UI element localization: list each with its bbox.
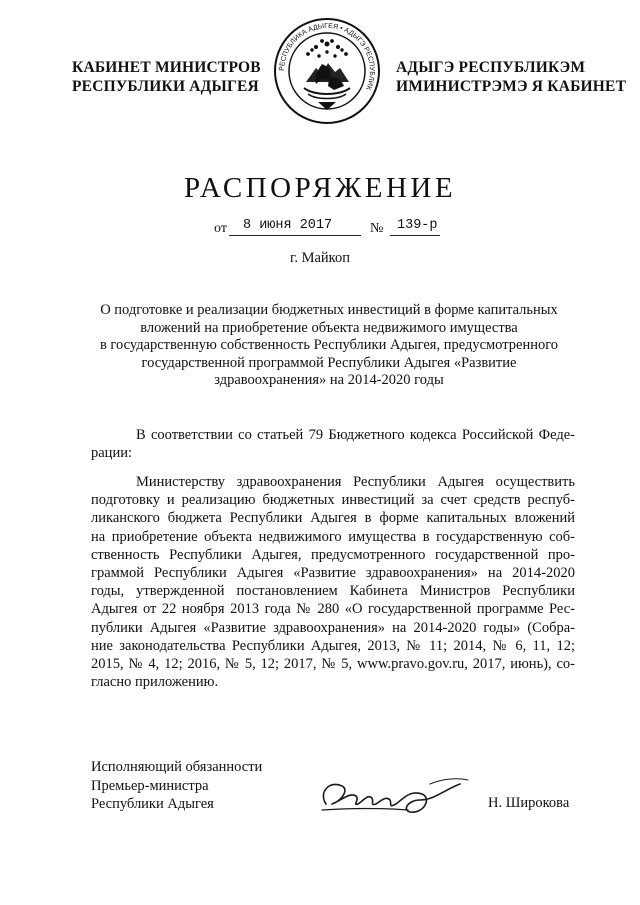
document-number: 139-р <box>397 218 438 233</box>
subject-line: вложений на приобретение объекта недвижимого имущества <box>140 319 518 336</box>
handwritten-signature <box>312 770 472 818</box>
paragraph-line: Министерству здравоохранения Республики Адыгея осуществить <box>136 474 575 490</box>
subject-line: государственной программой Республики Адыгея «Развитие <box>141 354 517 371</box>
paragraph-line: ние законодательства Республики Адыгея, 2013, № 11; 2014, № 6, 11, 12; <box>91 637 575 654</box>
issuer-header-russian <box>72 58 261 96</box>
date-label: от <box>214 221 227 236</box>
paragraph-line: публики Адыгея «Развитие здравоохранения» на 2014-2020 годы» (Собра- <box>91 619 575 636</box>
paragraph-line: на приобретение объекта недвижимого имущества в государственную соб- <box>91 528 575 545</box>
issue-city: г. Майкоп <box>290 250 350 266</box>
issuer-line: АДЫГЭ РЕСПУБЛИКЭМ <box>396 59 586 76</box>
paragraph-line: 2015, № 4, 12; 2016, № 5, 12; 2017, № 5, www.pravo.gov.ru, 2017, июнь), со- <box>91 656 575 673</box>
signatory-position <box>91 758 262 814</box>
paragraph-line: граммой Республики Адыгея «Развитие здравоохранения» на 2014-2020 <box>91 565 575 582</box>
position-line: Исполняющий обязанности <box>91 759 263 775</box>
date-underline <box>229 235 361 236</box>
order-paragraph <box>91 473 575 691</box>
number-underline <box>390 235 440 236</box>
preamble-paragraph <box>91 426 575 462</box>
subject-line: О подготовке и реализации бюджетных инвестиций в форме капитальных <box>100 302 558 318</box>
document-subject <box>84 302 574 390</box>
emblem-ring-text: РЕСПУБЛИКА АДЫГЕЯ • АДЫГЭ РЕСПУБЛИК <box>278 22 376 91</box>
signatory-name: Н. Широкова <box>488 795 570 811</box>
number-label: № <box>370 221 384 236</box>
paragraph-line: ственность Республики Адыгея, предусмотренного государственной про- <box>91 546 575 563</box>
paragraph-line: гласно приложению. <box>91 674 219 691</box>
issuer-line: ИМИНИСТРЭМЭ Я КАБИНЕТ <box>396 78 627 95</box>
subject-line: в государственную собственность Республики Адыгея, предусмотренного <box>99 337 559 353</box>
document-title: РАСПОРЯЖЕНИЕ <box>183 172 457 204</box>
paragraph-line: годы, утвержденной постановлением Кабинета Министров Республики <box>91 583 575 600</box>
paragraph-line: В соответствии со статьей 79 Бюджетного кодекса Российской Феде- <box>136 427 575 443</box>
paragraph-line: Адыгея от 22 ноября 2013 года № 280 «О государственной программе Рес- <box>91 601 575 618</box>
paragraph-line: подготовку и реализацию бюджетных инвестиций за счет средств респуб- <box>91 492 575 509</box>
position-line: Премьер-министра <box>91 777 209 794</box>
position-line: Республики Адыгея <box>91 796 214 812</box>
paragraph-line: ликанского бюджета Республики Адыгея в форме капитальных вложений <box>91 510 575 527</box>
coat-of-arms-emblem <box>272 16 382 126</box>
issuer-line: РЕСПУБЛИКИ АДЫГЕЯ <box>72 78 259 95</box>
issuer-line: КАБИНЕТ МИНИСТРОВ <box>72 59 261 76</box>
document-date: 8 июня 2017 <box>243 218 333 233</box>
paragraph-line: рации: <box>91 445 132 462</box>
issuer-header-adyghe <box>396 58 626 96</box>
subject-line: здравоохранения» на 2014-2020 годы <box>214 372 444 388</box>
